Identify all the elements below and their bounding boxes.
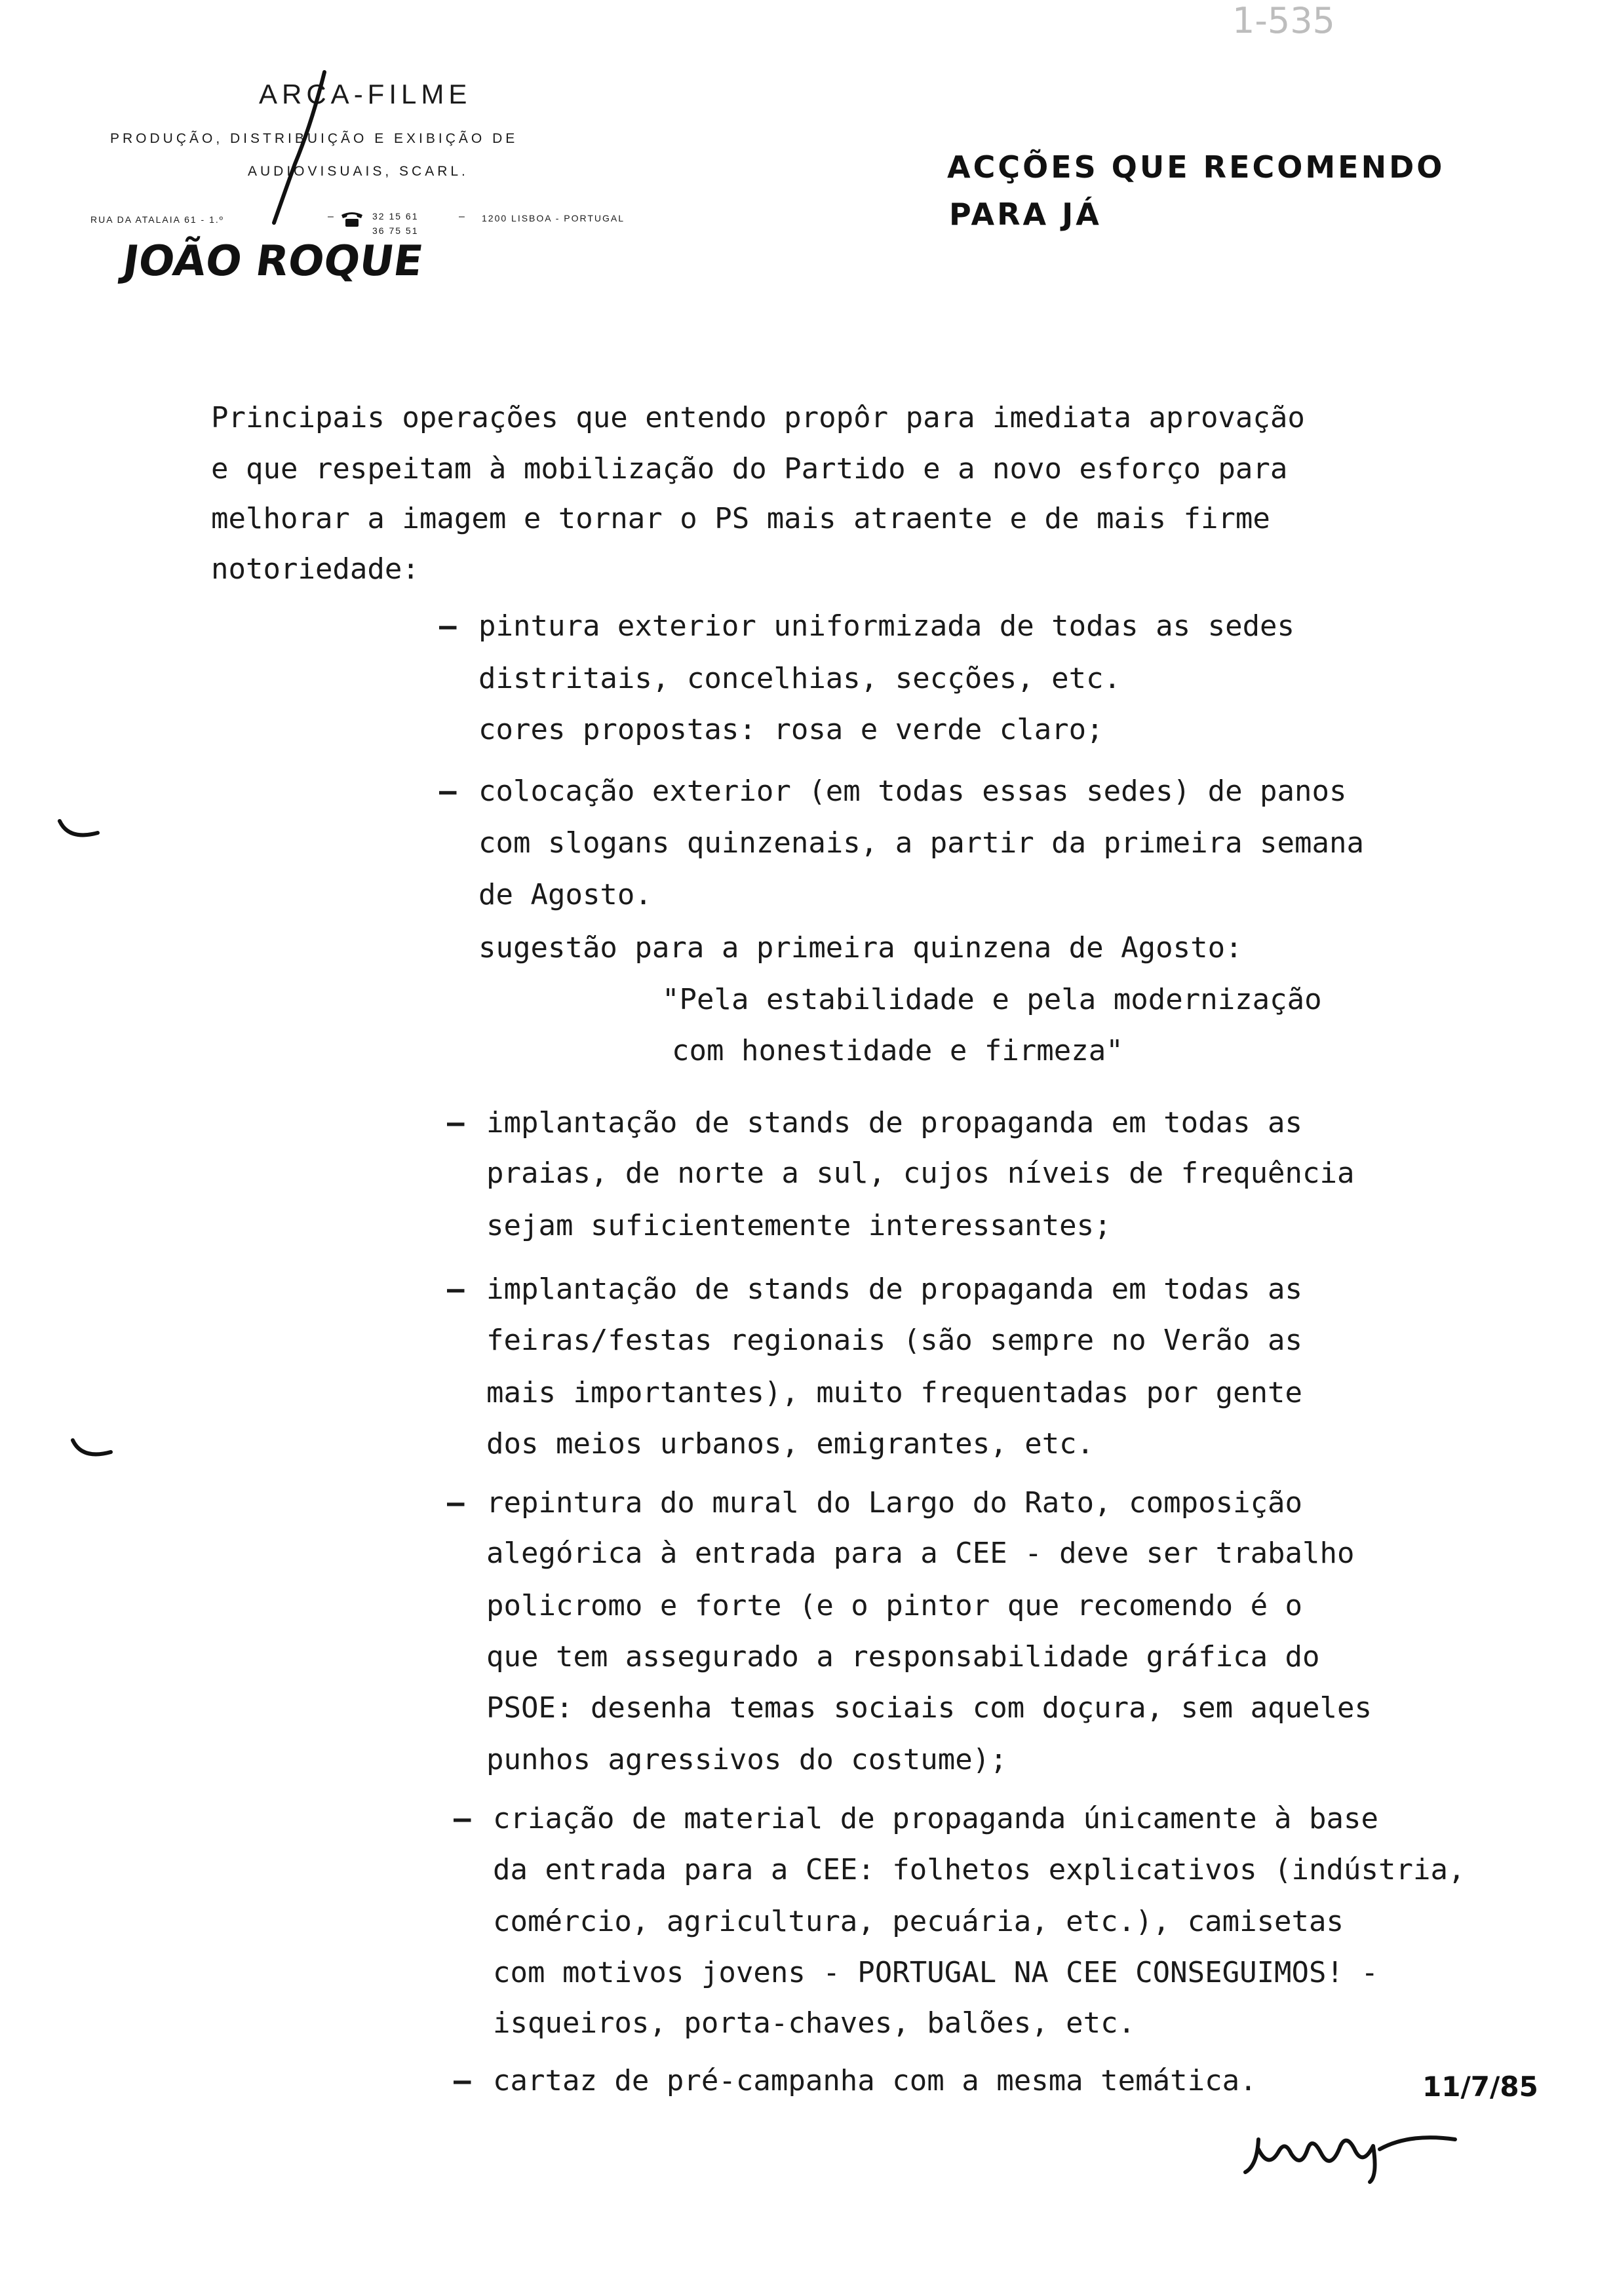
bullet-dash: – [454,2064,471,2097]
item-line: comércio, agricultura, pecuária, etc.), camisetas [493,1905,1344,1938]
company-city: 1200 LISBOA - PORTUGAL [482,213,625,223]
item-line: da entrada para a CEE: folhetos explicativos (indústria, [493,1853,1466,1886]
intro-line: melhorar a imagem e tornar o PS mais atraente e de mais firme [211,502,1270,535]
company-phone2: 36 75 51 [372,225,419,236]
item-line: sugestão para a primeira quinzena de Agosto: [478,931,1243,965]
handwritten-title-line2: PARA JÁ [949,197,1102,232]
separator-dash: – [459,211,465,222]
bullet-dash: – [447,1272,465,1306]
intro-line: Principais operações que entendo propôr para imediata aprovação [211,401,1305,434]
item-line: de Agosto. [478,878,652,911]
bullet-dash: – [439,775,457,808]
handwritten-slash-mark [249,66,347,229]
item-line: pintura exterior uniformizada de todas as sedes [478,609,1295,643]
bullet-dash: – [447,1106,465,1139]
handwritten-title-line1: ACÇÕES QUE RECOMENDO [947,149,1445,185]
item-line: cores propostas: rosa e verde claro; [478,713,1104,746]
bullet-dash: – [439,609,457,643]
item-line: isqueiros, porta-chaves, balões, etc. [493,2006,1136,2040]
reference-number: 1-535 [1232,0,1335,41]
item-line: cartaz de pré-campanha com a mesma temática. [493,2064,1257,2097]
item-line: sejam suficientemente interessantes; [486,1209,1112,1242]
item-line: com motivos jovens - PORTUGAL NA CEE CONSEGUIMOS! - [493,1956,1379,1989]
item-line: feiras/festas regionais (são sempre no Verão as [486,1324,1303,1357]
bullet-dash: – [447,1486,465,1520]
margin-mark [69,1435,115,1468]
handwritten-date: 11/7/85 [1422,2071,1538,2103]
handwritten-name: JOÃO ROQUE [119,237,426,286]
handwritten-signature [1239,2113,1475,2185]
company-name: ARCA-FILME [259,79,472,109]
item-line: mais importantes), muito frequentadas por gente [486,1376,1303,1409]
company-activity-line2: AUDIOVISUAIS, SCARL. [248,164,469,179]
item-line: que tem assegurado a responsabilidade gráfica do [486,1640,1320,1674]
intro-line: notoriedade: [211,552,419,586]
item-line: praias, de norte a sul, cujos níveis de frequência [486,1157,1355,1190]
item-line: PSOE: desenha temas sociais com doçura, sem aqueles [486,1691,1372,1725]
slogan-quote-line: com honestidade e firmeza" [672,1034,1123,1067]
slogan-quote-line: "Pela estabilidade e pela modernização [662,983,1322,1016]
item-line: implantação de stands de propaganda em todas as [486,1272,1303,1306]
company-phone1: 32 15 61 [372,211,419,221]
item-line: policromo e forte (e o pintor que recomendo é o [486,1589,1303,1622]
item-line: colocação exterior (em todas essas sedes) de panos [478,775,1347,808]
item-line: alegórica à entrada para a CEE - deve ser trabalho [486,1537,1355,1570]
item-line: dos meios urbanos, emigrantes, etc. [486,1427,1095,1461]
company-activity-line1: PRODUÇÃO, DISTRIBUIÇÃO E EXIBIÇÃO DE [110,131,518,146]
intro-line: e que respeitam à mobilização do Partido e a novo esforço para [211,452,1288,486]
item-line: com slogans quinzenais, a partir da primeira semana [478,826,1365,860]
item-line: implantação de stands de propaganda em todas as [486,1106,1303,1139]
margin-mark [56,816,102,849]
item-line: distritais, concelhias, secções, etc. [478,662,1121,695]
separator-dash: – [328,211,334,222]
item-line: criação de material de propaganda únicamente à base [493,1802,1379,1835]
company-street: RUA DA ATALAIA 61 - 1.º [90,214,224,225]
item-line: punhos agressivos do costume); [486,1743,1007,1776]
bullet-dash: – [454,1802,471,1835]
item-line: repintura do mural do Largo do Rato, composição [486,1486,1303,1520]
